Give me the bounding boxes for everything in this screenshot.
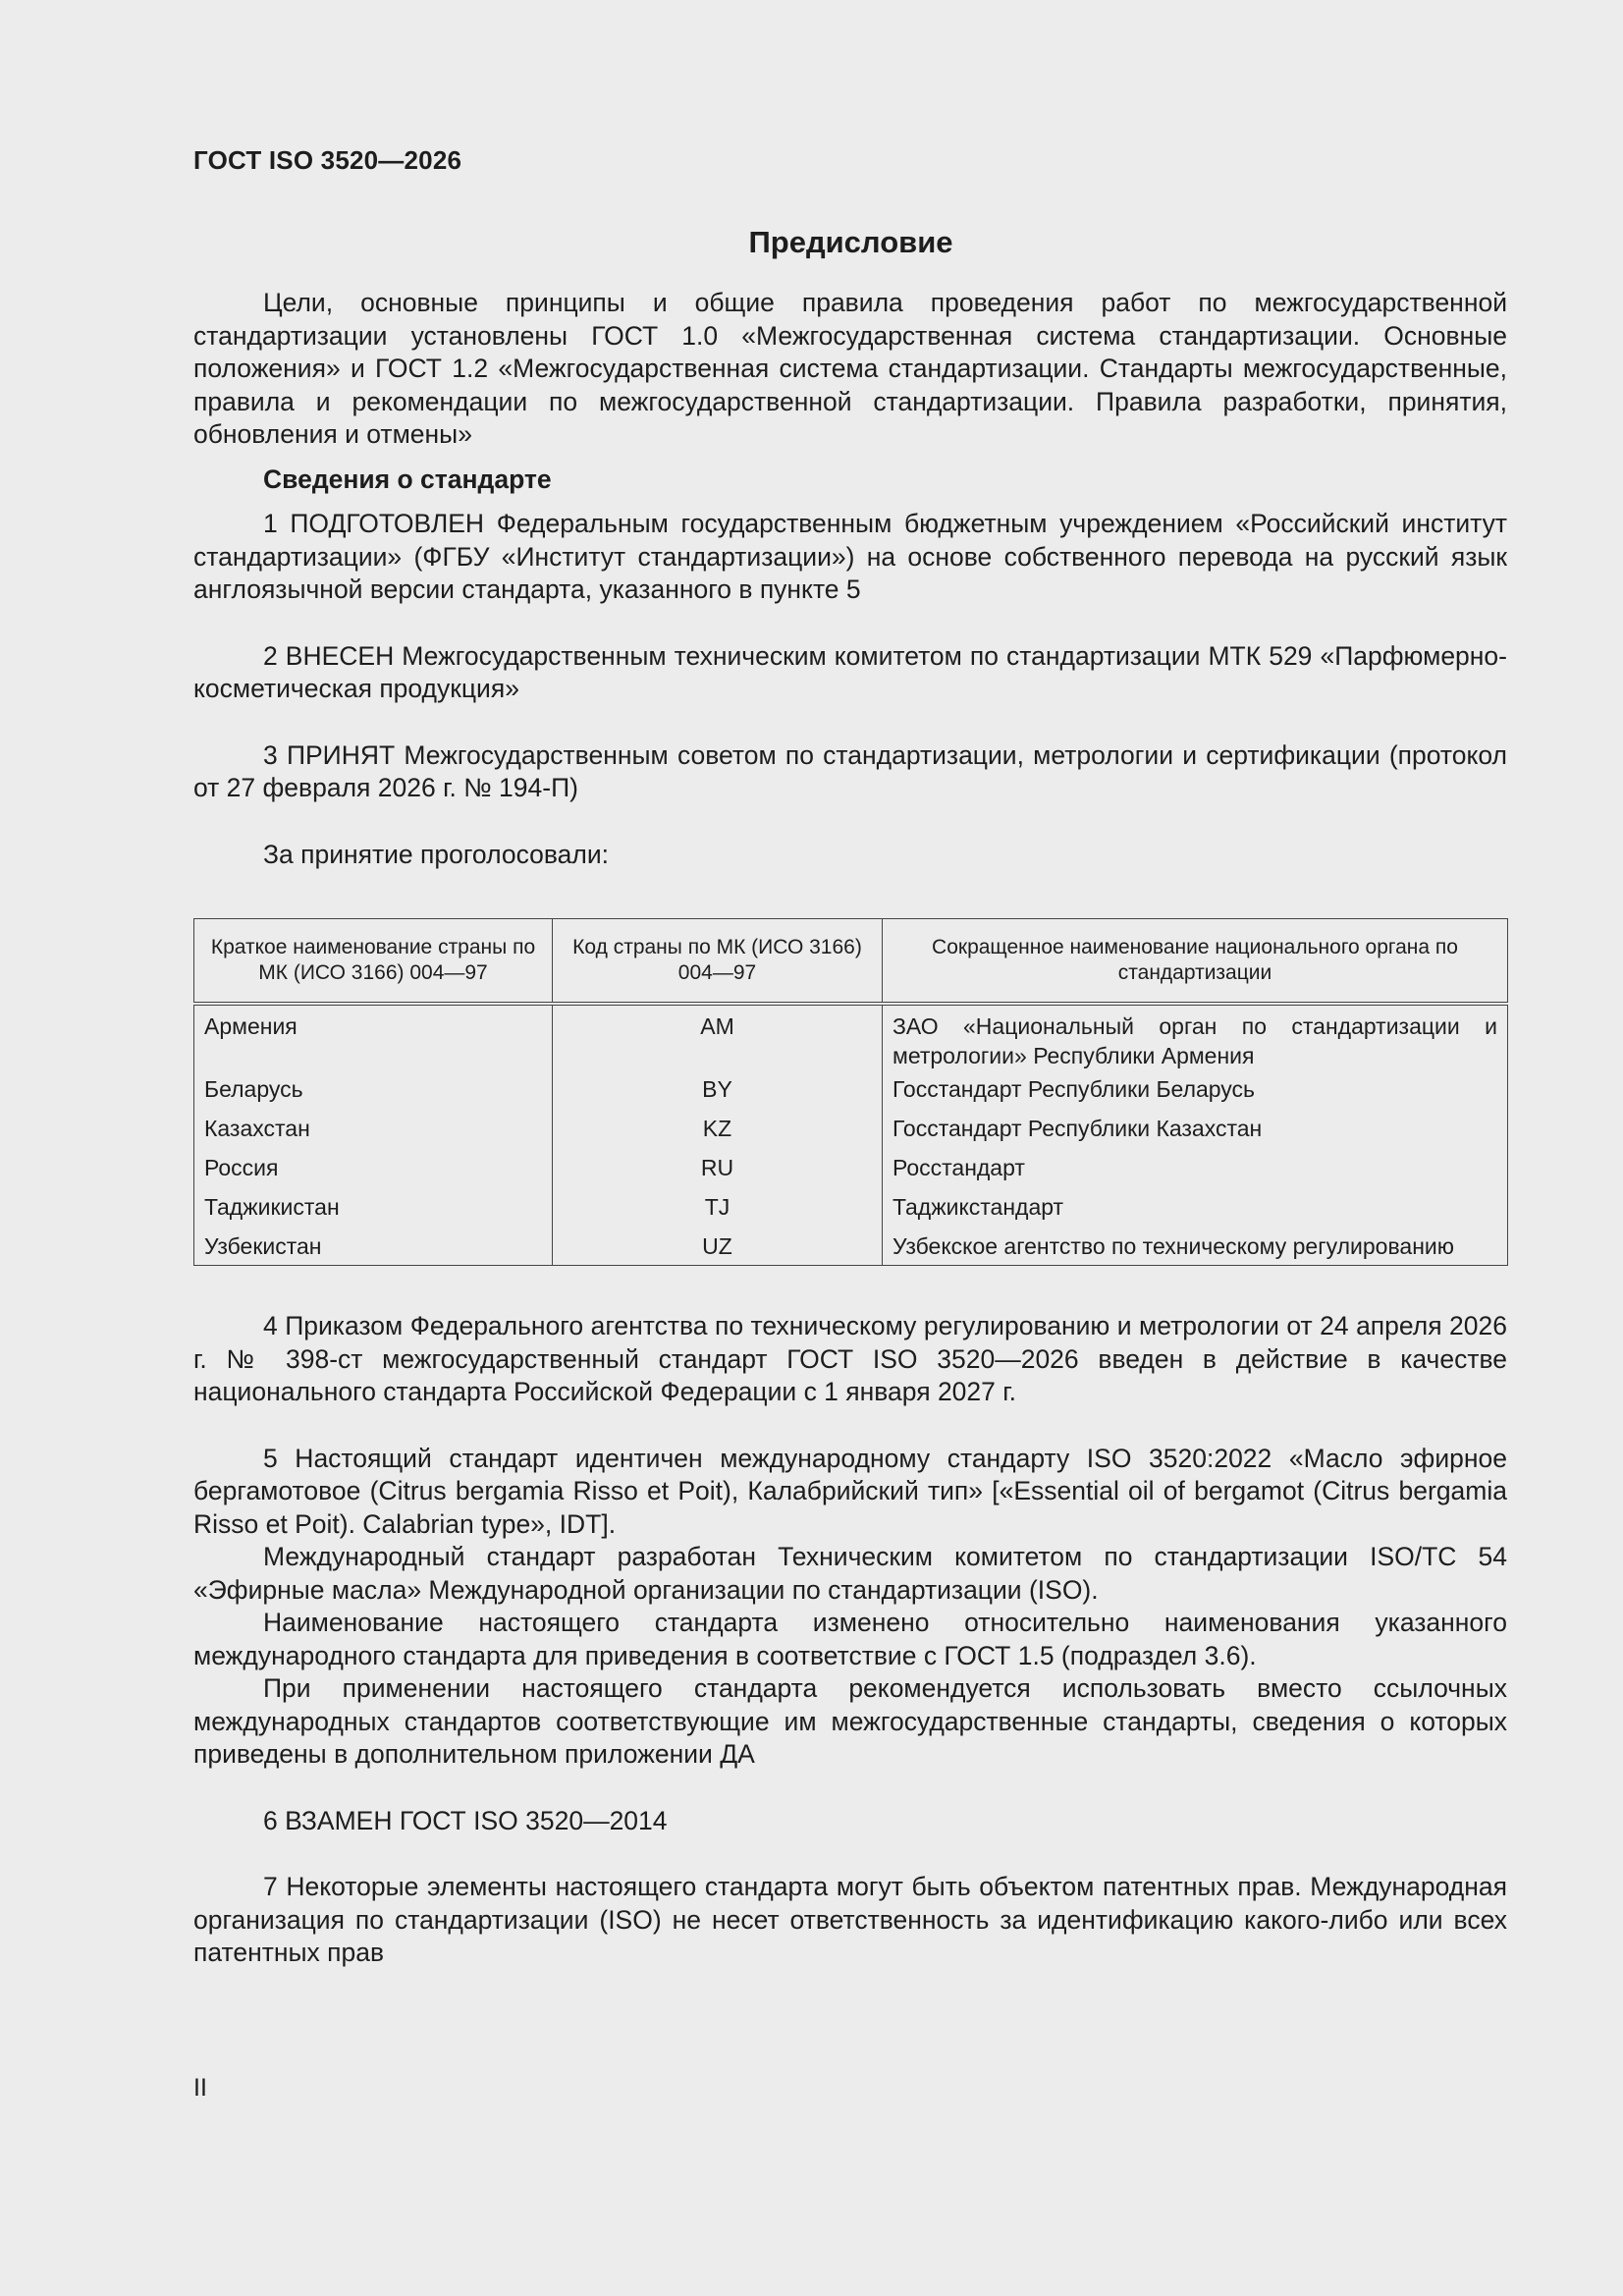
- column-header-country: Краткое наименование страны по МК (ИСО 3166) 004—97: [194, 919, 553, 1005]
- organization-cell: Узбекское агентство по техническому регулированию: [893, 1233, 1455, 1259]
- table-row: [194, 1114, 1508, 1153]
- item-7-paragraph: 7 Некоторые элементы настоящего стандарта могут быть объектом патентных прав. Международная организация по стандартизации (ISO) не несет ответственность за идентификацию какого-либо или всех патентных прав: [193, 1872, 1507, 1967]
- item-5-paragraph-3: Наименование настоящего стандарта изменено относительно наименования указанного международного стандарта для приведения в соответствие с ГОСТ 1.5 (подраздел 3.6).: [193, 1608, 1507, 1670]
- item-4-paragraph: 4 Приказом Федерального агентства по техническому регулированию и метрологии от 24 апреля 2026 г. № 398-ст межгосударственный стандарт ГОСТ ISO 3520—2026 введен в действие в качестве национального стандарта Российской Федерации с 1 января 2027 г.: [193, 1311, 1507, 1406]
- voting-table: [193, 918, 1508, 1266]
- page-number: II: [193, 2074, 207, 2102]
- organization-cell: Госстандарт Республики Беларусь: [893, 1076, 1256, 1102]
- country-cell: Беларусь: [194, 1074, 553, 1114]
- table-row: [194, 1004, 1508, 1074]
- table-row: [194, 1192, 1508, 1231]
- country-cell: Армения: [194, 1004, 553, 1074]
- organization-cell: Росстандарт: [893, 1155, 1025, 1180]
- code-cell: UZ: [553, 1231, 883, 1266]
- table-row: [194, 1153, 1508, 1192]
- item-5-paragraph-2: Международный стандарт разработан Техническим комитетом по стандартизации ISO/TC 54 «Эфирные масла» Международной организации по стандартизации (ISO).: [193, 1542, 1507, 1605]
- document-code-header: ГОСТ ISO 3520—2026: [193, 145, 462, 175]
- code-cell: RU: [553, 1153, 883, 1192]
- intro-paragraph: Цели, основные принципы и общие правила проведения работ по межгосударственной стандартизации установлены ГОСТ 1.0 «Межгосударственная система стандартизации. Основные положения» и ГОСТ 1.2 «Межгосударственная система стандартизации. Стандарты межгосударственные, правила и рекомендации по межгосударственной стандартизации. Правила разработки, принятия, обновления и отмены»: [193, 288, 1507, 449]
- foreword-body: [193, 287, 1507, 871]
- item-3-paragraph: 3 ПРИНЯТ Межгосударственным советом по стандартизации, метрологии и сертификации (протокол от 27 февраля 2026 г. № 194-П): [193, 739, 1507, 802]
- table-row: [194, 1074, 1508, 1114]
- item-5-paragraph-4: При применении настоящего стандарта рекомендуется использовать вместо ссылочных международных стандартов соответствующие им межгосударственные стандарты, сведения о которых приведены в дополнительном приложении ДА: [193, 1673, 1507, 1769]
- country-cell: Казахстан: [194, 1114, 553, 1153]
- item-6-paragraph: 6 ВЗАМЕН ГОСТ ISO 3520—2014: [263, 1805, 668, 1835]
- column-header-code: Код страны по МК (ИСО 3166) 004—97: [553, 919, 883, 1005]
- organization-cell: Таджикстандарт: [893, 1194, 1064, 1220]
- column-header-organization: Сокращенное наименование национального органа по стандартизации: [883, 919, 1508, 1005]
- item-2-paragraph: 2 ВНЕСЕН Межгосударственным техническим комитетом по стандартизации МТК 529 «Парфюмерно-косметическая продукция»: [193, 640, 1507, 703]
- code-cell: BY: [553, 1074, 883, 1114]
- table-header-row: [194, 919, 1508, 1005]
- item-1-paragraph: 1 ПОДГОТОВЛЕН Федеральным государственным бюджетным учреждением «Российский институт стандартизации» (ФГБУ «Институт стандартизации») на основе собственного перевода на русский язык англоязычной версии стандарта, указанного в пункте 5: [193, 509, 1507, 604]
- country-cell: Россия: [194, 1153, 553, 1192]
- table-row: [194, 1231, 1508, 1266]
- item-5-paragraph: 5 Настоящий стандарт идентичен международному стандарту ISO 3520:2022 «Масло эфирное бергамотовое (Citrus bergamia Risso et Poit), Калабрийский тип» [«Essential oil of bergamot (Citrus bergamia Risso et Poit). Calabrian type», IDT].: [193, 1443, 1507, 1539]
- code-cell: AM: [553, 1004, 883, 1074]
- organization-cell: ЗАО «Национальный орган по стандартизации и метрологии» Республики Армения: [893, 1013, 1497, 1068]
- organization-cell: Госстандарт Республики Казахстан: [893, 1116, 1263, 1141]
- vote-intro: За принятие проголосовали:: [263, 839, 610, 869]
- foreword-body-continued: [193, 1310, 1507, 1970]
- page-title: Предисловие: [748, 225, 953, 259]
- country-cell: Таджикистан: [194, 1192, 553, 1231]
- code-cell: KZ: [553, 1114, 883, 1153]
- code-cell: TJ: [553, 1192, 883, 1231]
- country-cell: Узбекистан: [194, 1231, 553, 1266]
- section-subheading: Сведения о стандарте: [263, 464, 552, 494]
